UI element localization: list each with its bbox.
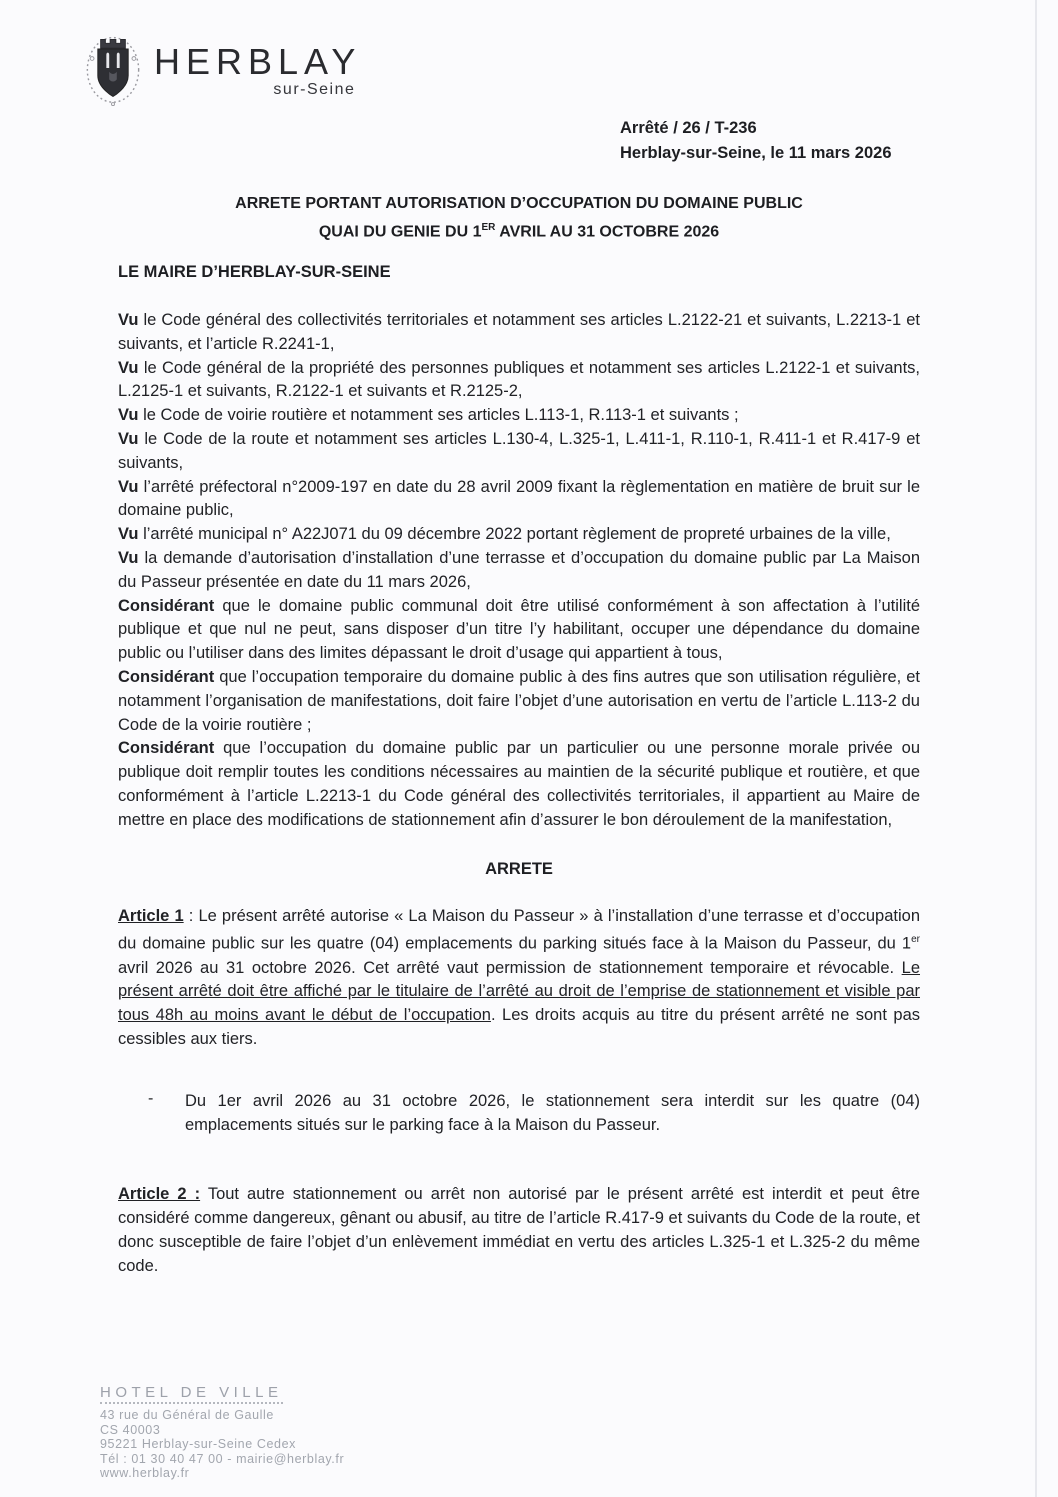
footer-address-block: [100, 1384, 344, 1481]
recital-vu-5: Vu l’arrêté préfectoral n°2009-197 en date du 28 avril 2009 fixant la règlementation en matière de bruit sur le domaine public,: [118, 477, 920, 520]
footer-address-cs: CS 40003: [100, 1422, 161, 1437]
arrete-heading: ARRETE: [485, 859, 553, 878]
document-title: [118, 192, 920, 244]
footer-address-street: 43 rue du Général de Gaulle: [100, 1408, 274, 1422]
place-dateline: Herblay-sur-Seine, le 11 mars 2026: [620, 144, 892, 162]
article-1: Article 1 : Le présent arrêté autorise « La Maison du Passeur » à l’installation d’une terrasse et d’occupation du domaine public sur les quatre (04) emplacements du parking situés face à la Maison du Passeur, du 1er avril 2026 au 31 octobre 2026. Cet arrêté vaut permission de stationnement temporaire et révocable. Le présent arrêté doit être affiché par le titulaire de l’arrêté au droit de l’emprise de stationnement et visible par tous 48h au moins avant le début de l’occupation. Les droits acquis au titre du présent arrêté ne sont pas cessibles aux tiers.: [118, 906, 920, 1049]
recital-considerant-2: Considérant que l’occupation temporaire du domaine public à des fins autres que son utilisation régulière, et notamment l’organisation de manifestations, doit faire l’objet d’une autorisation en vertu de l’article L.113-2 du Code de la voirie routière ;: [118, 667, 920, 734]
footer-contact: Tél : 01 30 40 47 00 - mairie@herblay.fr: [100, 1451, 345, 1466]
list-item-text: Du 1er avril 2026 au 31 octobre 2026, le stationnement sera interdit sur les quatre (04) emplacements situés sur le parking face à la Maison du Passeur.: [185, 1091, 920, 1134]
article-2: Article 2 : Tout autre stationnement ou arrêt non autorisé par le présent arrêté est interdit et peut être considéré comme dangereux, gênant ou abusif, au titre de l’article R.417-9 et suivants du Code de la route, et donc susceptible de faire l’objet d’un enlèvement immédiat en vertu des articles L.325-1 et L.325-2 du même code.: [118, 1185, 920, 1275]
recital-vu-3: Vu le Code de voirie routière et notamment ses articles L.113-1, R.113-1 et suivants ;: [118, 406, 739, 425]
footer-address-city: 95221 Herblay-sur-Seine Cedex: [100, 1437, 296, 1451]
recital-vu-1: Vu le Code général des collectivités territoriales et notamment ses articles L.2122-21 et suivants, L.2213-1 et suivants, et l’article R.2241-1,: [118, 311, 920, 353]
city-logo: [84, 30, 361, 106]
list-item: [118, 1090, 920, 1138]
dash-bullet-icon: -: [148, 1089, 154, 1107]
article-1-label: Article 1: [118, 906, 184, 925]
recital-vu-2: Vu le Code général de la propriété des personnes publiques et notamment ses articles L.2122-1 et suivants, L.2125-1 et suivants, R.2122-1 et suivants et R.2125-2,: [118, 358, 920, 401]
recital-considerant-3: Considérant que l’occupation du domaine public par un particulier ou une personne morale privée ou publique doit remplir toutes les conditions nécessaires au maintien de la sécurité publique et routière, et que conformément à l’article L.2213-1 du Code général des collectivités territoriales, il appartient au Maire de mettre en place des modifications de stationnement afin d’assurer le bon déroulement de la manifestation,: [118, 739, 920, 829]
arrete-reference: Arrêté / 26 / T-236: [620, 119, 757, 137]
scan-edge-line: [1035, 0, 1037, 1497]
salutation: LE MAIRE D’HERBLAY-SUR-SEINE: [118, 263, 391, 281]
footer-org-name: HOTEL DE VILLE: [100, 1384, 283, 1404]
logo-wordmark: HERBLAY: [154, 41, 362, 82]
recital-considerant-1: Considérant que le domaine public communal doit être utilisé conformément à son affectation à l’utilité publique et que nul ne peut, sans disposer d’un titre l’y habilitant, occuper une dépendance du domaine public ou l’utiliser dans des limites dépassant le droit d’usage qui appartient à tous,: [118, 596, 920, 663]
article-1-underlined-clause: Le présent arrêté doit être affiché par le titulaire de l’arrêté au droit de l’emprise de stationnement et visible par tous 48h au moins avant le début de l’occupation: [118, 958, 920, 1025]
article-1-superscript: er: [911, 934, 920, 946]
document-body: [118, 263, 920, 1279]
title-line-2: QUAI DU GENIE DU 1ER AVRIL AU 31 OCTOBRE 2026: [318, 222, 720, 241]
document-meta: [620, 116, 892, 166]
city-coat-of-arms-icon: [84, 30, 142, 106]
footer-website: www.herblay.fr: [100, 1466, 190, 1480]
logo-text-block: [154, 30, 361, 99]
title-line-1: ARRETE PORTANT AUTORISATION D’OCCUPATION DU DOMAINE PUBLIC: [235, 195, 803, 212]
title-superscript: ER: [481, 222, 496, 233]
recital-vu-4: Vu le Code de la route et notamment ses articles L.130-4, L.325-1, L.411-1, R.110-1, R.411-1 et R.417-9 et suivants,: [118, 429, 920, 472]
logo-subtitle: sur-Seine: [273, 81, 356, 98]
article-2-label: Article 2 :: [118, 1185, 201, 1204]
recital-vu-6: Vu l’arrêté municipal n° A22J071 du 09 décembre 2022 portant règlement de propreté urbaines de la ville,: [118, 525, 891, 544]
recitals-section: [118, 309, 920, 833]
recital-vu-7: Vu la demande d’autorisation d’installation d’une terrasse et d’occupation du domaine public par La Maison du Passeur présentée en date du 11 mars 2026,: [118, 548, 920, 591]
